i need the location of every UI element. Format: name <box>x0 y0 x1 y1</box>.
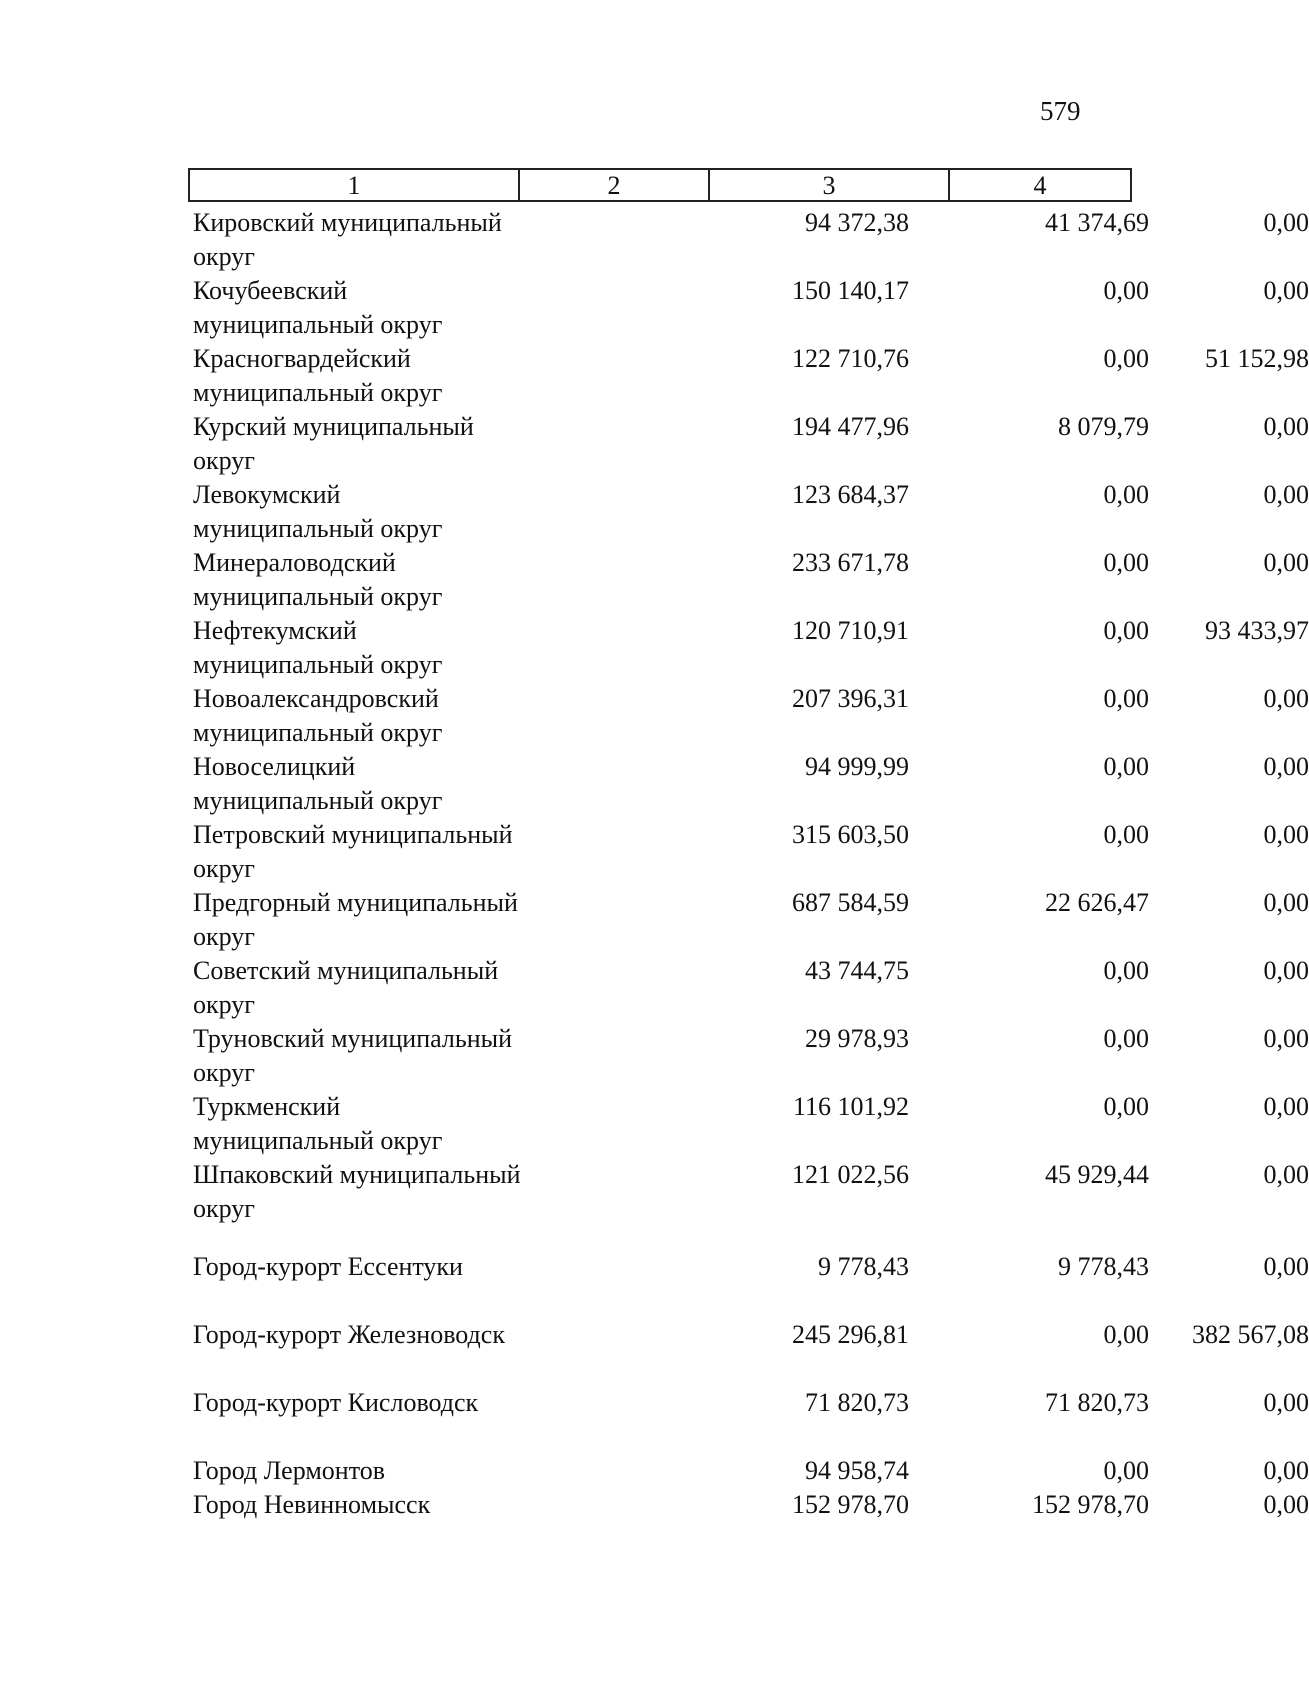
cell-col4: 0,00 <box>1263 1024 1309 1053</box>
row-name: Город Невинномысск <box>193 1490 431 1519</box>
table-row <box>193 1250 1309 1318</box>
row-name: Курский муниципальный округ <box>193 412 474 475</box>
cell-col4: 0,00 <box>1263 820 1309 849</box>
cell-col3: 45 929,44 <box>1045 1160 1149 1189</box>
row-name: Шпаковский муниципальный округ <box>193 1160 521 1223</box>
cell-col2: 116 101,92 <box>792 1092 909 1121</box>
page-number: 579 <box>1040 96 1081 126</box>
cell-col4: 0,00 <box>1263 548 1309 577</box>
cell-col3: 0,00 <box>1103 344 1149 373</box>
cell-col4: 0,00 <box>1263 1252 1309 1281</box>
table-row <box>193 1488 1309 1522</box>
cell-col4: 0,00 <box>1263 1490 1309 1519</box>
cell-col3: 0,00 <box>1103 684 1149 713</box>
cell-col3: 152 978,70 <box>1032 1490 1149 1519</box>
cell-col2: 94 372,38 <box>805 208 909 237</box>
cell-col3: 9 778,43 <box>1058 1252 1149 1281</box>
table-row <box>193 750 1309 818</box>
cell-col3: 0,00 <box>1103 1024 1149 1053</box>
cell-col3: 8 079,79 <box>1058 412 1149 441</box>
cell-col2: 94 999,99 <box>805 752 909 781</box>
table-row <box>193 1386 1309 1454</box>
table-row <box>193 1090 1309 1158</box>
cell-col2: 315 603,50 <box>792 820 909 849</box>
cell-col2: 123 684,37 <box>792 480 909 509</box>
column-header-4: 4 <box>1033 171 1047 200</box>
cell-col4: 0,00 <box>1263 752 1309 781</box>
row-name: Город-курорт Кисловодск <box>193 1388 479 1417</box>
cell-col2: 121 022,56 <box>792 1160 909 1189</box>
table-row <box>193 410 1309 478</box>
cell-col2: 194 477,96 <box>792 412 909 441</box>
row-name: Туркменский муниципальный округ <box>193 1092 443 1155</box>
cell-col3: 0,00 <box>1103 1092 1149 1121</box>
row-name: Город-курорт Железноводск <box>193 1320 505 1349</box>
cell-col3: 0,00 <box>1103 1456 1149 1485</box>
table-row <box>193 206 1309 274</box>
row-name: Труновский муниципальный округ <box>193 1024 513 1087</box>
row-name: Новоселицкий муниципальный округ <box>193 752 443 815</box>
table-row <box>193 1454 1309 1488</box>
cell-col4: 0,00 <box>1263 208 1309 237</box>
table-row <box>193 682 1309 750</box>
cell-col3: 0,00 <box>1103 752 1149 781</box>
cell-col4: 51 152,98 <box>1205 344 1309 373</box>
column-header-3: 3 <box>710 170 950 200</box>
cell-col2: 687 584,59 <box>792 888 909 917</box>
row-name: Красногвардейский муниципальный округ <box>193 344 443 407</box>
row-name: Советский муниципальный округ <box>193 956 499 1019</box>
cell-col3: 0,00 <box>1103 1320 1149 1349</box>
cell-col2: 150 140,17 <box>792 276 909 305</box>
table-row <box>193 1158 1309 1250</box>
cell-col2: 120 710,91 <box>792 616 909 645</box>
cell-col2: 152 978,70 <box>792 1490 909 1519</box>
cell-col2: 43 744,75 <box>805 956 909 985</box>
cell-col3: 0,00 <box>1103 276 1149 305</box>
table-row <box>193 274 1309 342</box>
cell-col4: 0,00 <box>1263 412 1309 441</box>
row-name: Нефтекумский муниципальный округ <box>193 616 443 679</box>
cell-col2: 233 671,78 <box>792 548 909 577</box>
table-body <box>193 206 1309 1522</box>
column-header-1: 1 <box>190 170 520 200</box>
cell-col4: 0,00 <box>1263 956 1309 985</box>
table-row <box>193 818 1309 886</box>
cell-col2: 94 958,74 <box>805 1456 909 1485</box>
cell-col4: 382 567,08 <box>1192 1320 1309 1349</box>
cell-col4: 0,00 <box>1263 1456 1309 1485</box>
cell-col4: 93 433,97 <box>1205 616 1309 645</box>
cell-col2: 122 710,76 <box>792 344 909 373</box>
cell-col3: 22 626,47 <box>1045 888 1149 917</box>
row-name: Кировский муниципальный округ <box>193 208 502 271</box>
column-header-2: 2 <box>520 170 710 200</box>
table-row <box>193 886 1309 954</box>
row-name: Кочубеевский муниципальный округ <box>193 276 443 339</box>
row-name: Петровский муниципальный округ <box>193 820 513 883</box>
table-row <box>193 1022 1309 1090</box>
cell-col2: 245 296,81 <box>792 1320 909 1349</box>
cell-col2: 9 778,43 <box>818 1252 909 1281</box>
row-name: Город Лермонтов <box>193 1456 385 1485</box>
cell-col4: 0,00 <box>1263 1092 1309 1121</box>
table-row <box>193 478 1309 546</box>
table-row <box>193 954 1309 1022</box>
table-row <box>193 614 1309 682</box>
cell-col4: 0,00 <box>1263 1160 1309 1189</box>
row-name: Предгорный муниципальный округ <box>193 888 518 951</box>
cell-col3: 0,00 <box>1103 820 1149 849</box>
cell-col3: 0,00 <box>1103 548 1149 577</box>
cell-col2: 207 396,31 <box>792 684 909 713</box>
cell-col2: 29 978,93 <box>805 1024 909 1053</box>
cell-col3: 71 820,73 <box>1045 1388 1149 1417</box>
row-name: Минераловодский муниципальный округ <box>193 548 443 611</box>
cell-col4: 0,00 <box>1263 480 1309 509</box>
row-name: Город-курорт Ессентуки <box>193 1252 463 1281</box>
cell-col3: 0,00 <box>1103 480 1149 509</box>
table-row <box>193 342 1309 410</box>
cell-col3: 0,00 <box>1103 616 1149 645</box>
cell-col4: 0,00 <box>1263 888 1309 917</box>
cell-col3: 41 374,69 <box>1045 208 1149 237</box>
cell-col3: 0,00 <box>1103 956 1149 985</box>
cell-col2: 71 820,73 <box>805 1388 909 1417</box>
cell-col4: 0,00 <box>1263 1388 1309 1417</box>
table-row <box>193 1318 1309 1386</box>
table-header <box>188 168 1132 202</box>
row-name: Новоалександровский муниципальный округ <box>193 684 443 747</box>
row-name: Левокумский муниципальный округ <box>193 480 443 543</box>
cell-col4: 0,00 <box>1263 684 1309 713</box>
cell-col4: 0,00 <box>1263 276 1309 305</box>
table-row <box>193 546 1309 614</box>
